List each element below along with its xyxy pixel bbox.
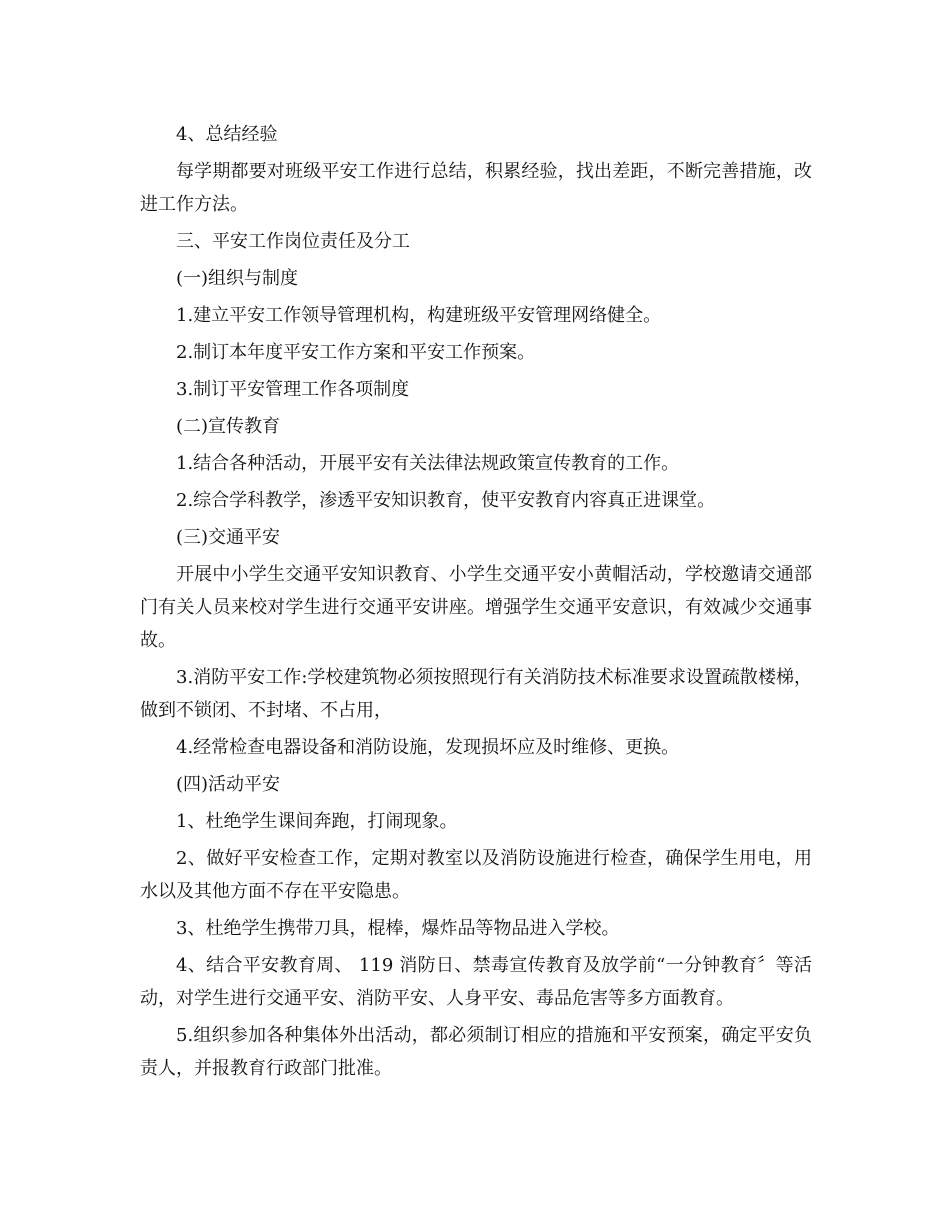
paragraph-summary: 每学期都要对班级平安工作进行总结，积累经验，找出差距，不断完善措施，改进工作方法。 <box>140 161 812 215</box>
list-item: 4.经常检查电器设备和消防设施，发现损坏应及时维修、更换。 <box>176 737 680 758</box>
subsection-heading-4: (四)活动平安 <box>176 774 281 795</box>
list-item: 1、杜绝学生课间奔跑，打闹现象。 <box>176 811 458 832</box>
list-item: 3、杜绝学生携带刀具，棍棒，爆炸品等物品进入学校。 <box>176 918 620 939</box>
list-item: 2、做好平安检查工作，定期对教室以及消防设施进行检查，确保学生用电，用水以及其他方面不存在平安隐患。 <box>140 848 812 902</box>
list-item: 1.结合各种活动，开展平安有关法律法规政策宣传教育的工作。 <box>176 453 680 474</box>
list-item: 3.消防平安工作:学校建筑物必须按照现行有关消防技术标准要求设置疏散楼梯，做到不锁闭、不封堵、不占用， <box>140 667 812 721</box>
paragraph-step-4-heading: 4、总结经验 <box>176 124 278 145</box>
list-item: 2.制订本年度平安工作方案和平安工作预案。 <box>176 342 536 363</box>
document-body <box>140 118 812 1089</box>
list-item: 2.综合学科教学，渗透平安知识教育，使平安教育内容真正进课堂。 <box>176 490 716 511</box>
subsection-heading-2: (二)宣传教育 <box>176 416 281 437</box>
list-item: 5.组织参加各种集体外出活动，都必须制订相应的措施和平安预案，确定平安负责人，并报教育行政部门批准。 <box>140 1025 812 1079</box>
list-item: 4、结合平安教育周、 119 消防日、禁毒宣传教育及放学前“一分钟教育〞等活动，对学生进行交通平安、消防平安、人身平安、毒品危害等多方面教育。 <box>140 955 812 1009</box>
list-item: 3.制订平安管理工作各项制度 <box>176 379 410 400</box>
section-heading-3: 三、平安工作岗位责任及分工 <box>176 231 410 252</box>
list-item: 1.建立平安工作领导管理机构，构建班级平安管理网络健全。 <box>176 305 662 326</box>
paragraph-traffic-safety: 开展中小学生交通平安知识教育、小学生交通平安小黄帽活动，学校邀请交通部门有关人员来校对学生进行交通平安讲座。增强学生交通平安意识，有效减少交通事故。 <box>140 564 812 651</box>
subsection-heading-3: (三)交通平安 <box>176 527 281 548</box>
subsection-heading-1: (一)组织与制度 <box>176 268 299 289</box>
